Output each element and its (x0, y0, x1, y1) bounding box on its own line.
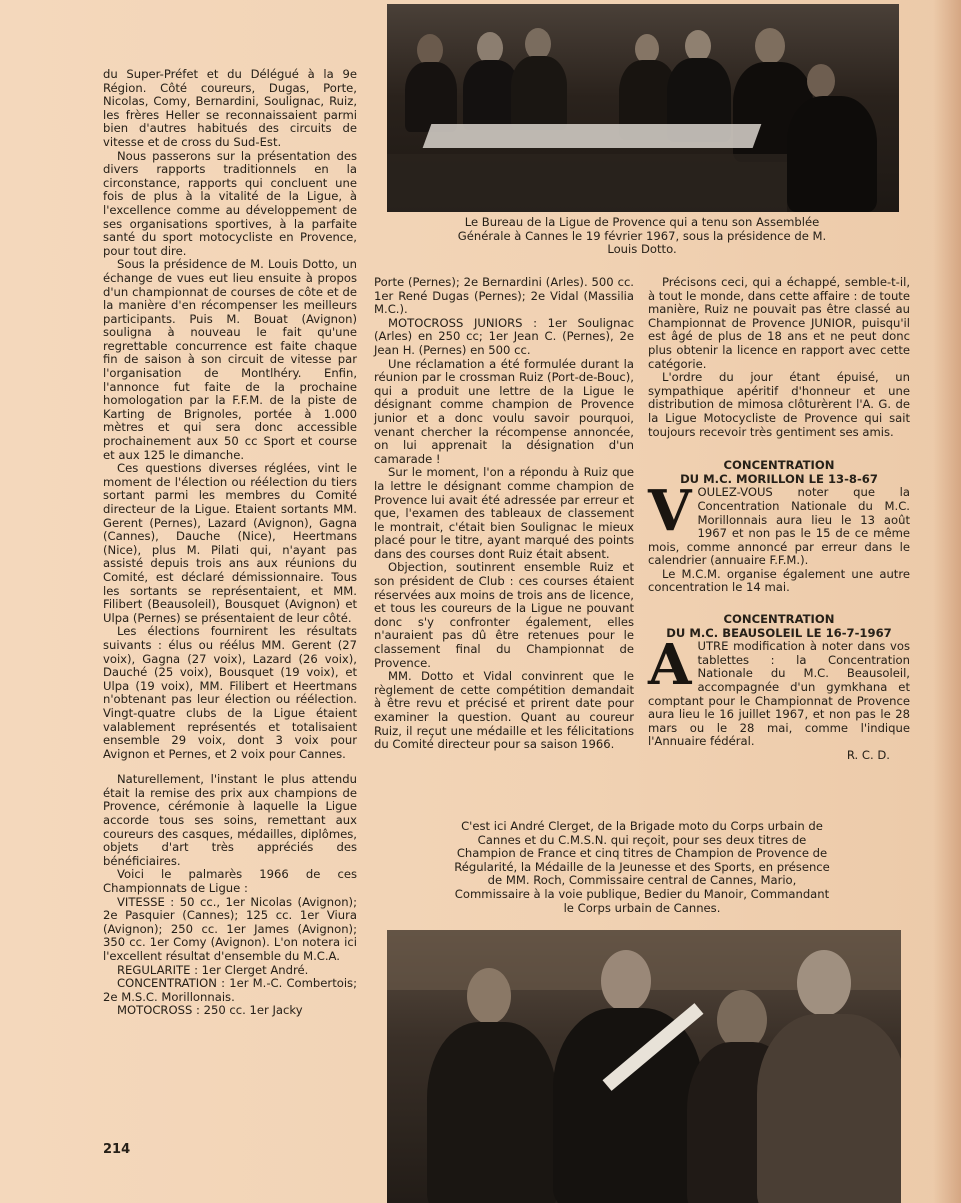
heading-line: CONCENTRATION (723, 458, 835, 473)
paragraph: Le M.C.M. organise également une autre concentration le 14 mai. (648, 566, 910, 595)
section-heading-morillon (648, 459, 910, 486)
paragraph: du Super-Préfet et du Délégué à la 9e Région. Côté coureurs, Dugas, Porte, Nicolas, Comy, Bernardini, Soulignac, Ruiz, les frères Heller se reconnaissaient parmi bien d'autres habitués des circuits de vitesse et de cross du Sud-Est. (103, 67, 357, 149)
paragraph: Les élections fournirent les résultats suivants : élus ou réélus MM. Gerent (27 voix), Gagna (27 voix), Lazard (26 voix), Dauché (25 voix), Bousquet (19 voix), et Ulpa (19 voix), MM. Filibert et Heertmans n'obtenant pas leur élection ou réélection. Vingt-quatre clubs de la Ligue étaient valablement représentés et totalisaient ensemble 29 voix, dont 3 voix pour Avignon et Pernes, et 2 voix pour Cannes. (103, 624, 357, 761)
heading-line: DU M.C. MORILLON LE 13-8-67 (680, 471, 878, 486)
paragraph: MOTOCROSS : 250 cc. 1er Jacky (117, 1003, 303, 1018)
paragraph: Précisons ceci, qui a échappé, semble-t-il, à tout le monde, dans cette affaire : de toute manière, Ruiz ne pouvait pas être classé au Championnat de Provence JUNIOR, puisqu'il est âgé de plus de 18 ans et ne peut donc plus obtenir la licence en rapport avec cette catégorie. (648, 275, 910, 371)
drop-cap: V (648, 478, 692, 545)
paragraph-text: OULEZ-VOUS noter que la Concentration Nationale du M.C. Morillonnais aura lieu le 13 août 1967 et non pas le 15 de ce même mois, comme annoncé par erreur dans le calendrier (annuaire F.F.M.). (648, 485, 910, 568)
paragraph: CONCENTRATION : 1er M.-C. Combertois; 2e M.S.C. Morillonnais. (103, 976, 357, 1004)
paragraph: MM. Dotto et Vidal convinrent que le règlement de cette compétition demandait à être revu et précisé et prirent date pour examiner la question. Quant au coureur Ruiz, il reçut une médaille et les félicitations du Comité directeur pour sa saison 1966. (374, 669, 634, 752)
page-edge-shadow (933, 0, 961, 1203)
heading-line: DU M.C. BEAUSOLEIL LE 16-7-1967 (666, 625, 892, 640)
paragraph: Sous la présidence de M. Louis Dotto, un échange de vues eut lieu ensuite à propos d'un championnat de courses de côte et de la manière d'en récompenser les meilleurs participants. Puis M. Bouat (Avignon) souligna à nouveau le fait qu'une regrettable concurrence est faite chaque fin de saison à son circuit de vitesse par l'organisation de Montlhéry. Enfin, l'annonce fut faite de la prochaine homologation par la F.F.M. de la piste de Karting de Brignoles, portée à 1.000 mètres et qui sera donc accessible prochainement aux 50 cc Sport et course et aux 125 le dimanche. (103, 257, 357, 462)
article-column-1 (103, 68, 357, 1018)
author-signature: R. C. D. (846, 748, 890, 762)
paragraph: Porte (Pernes); 2e Bernardini (Arles). 500 cc. 1er René Dugas (Pernes); 2e Vidal (Massilia M.C.). (374, 275, 634, 317)
paragraph: Une réclamation a été formulée durant la réunion par le crossman Ruiz (Port-de-Bouc), qui a produit une lettre de la Ligue le désignant comme champion de Provence junior et a donc voulu savoir pourquoi, venant chercher la récompense annoncée, on lui apprenait la désignation d'un camarade ! (374, 356, 634, 466)
paragraph: Naturellement, l'instant le plus attendu était la remise des prix aux champions de Provence, cérémonie à laquelle la Ligue accorde tous ses soins, remettant aux coureurs des casques, médailles, diplômes, objets d'art très appréciés des bénéficiaires. (103, 772, 357, 868)
page-number: 214 (103, 1142, 131, 1157)
photo-caption-top: Le Bureau de la Ligue de Provence qui a tenu son Assemblée Générale à Cannes le 19 février 1967, sous la présidence de M. Louis Dotto. (457, 215, 827, 257)
photo-caption-bottom: C'est ici André Clerget, de la Brigade moto du Corps urbain de Cannes et du C.M.S.N. qui reçoit, pour ses deux titres de Champion de France et cinq titres de Champion de Provence de Régularité, la Médaille de la Jeunesse et des Sports, en présence de MM. Roch, Commissaire central de Cannes, Mario, Commissaire à la voie publique, Bedier du Manoir, Commandant le Corps urbain de Cannes. (454, 819, 830, 915)
paragraph: Ces questions diverses réglées, vint le moment de l'élection ou réélection du tiers sortant parmi les membres du Comité directeur de la Ligue. Etaient sortants MM. Gerent (Pernes), Lazard (Avignon), Gagna (Cannes), Dauche (Nice), Heertmans (Nice), plus M. Pilati qui, n'ayant pas assisté depuis trois ans aux réunions du Comité, est déclaré démissionnaire. Tous les sortants se représentaient, et MM. Filibert (Beausoleil), Bousquet (Avignon) et Ulpa (Pernes) se présentaient de leur côté. (103, 461, 357, 625)
paragraph: MOTOCROSS JUNIORS : 1er Soulignac (Arles) en 250 cc; 1er Jean C. (Pernes), 2e Jean H. (Pernes) en 500 cc. (374, 315, 634, 357)
paragraph: Objection, soutinrent ensemble Ruiz et son président de Club : ces courses étaient réservées aux moins de trois ans de licence, et tous les coureurs de la Ligue ne pouvant donc s'y confronter également, elles n'auraient pas dû être retenues pour le classement final du Championnat de Provence. (374, 560, 634, 670)
article-column-3 (648, 276, 910, 763)
meeting-photo (387, 4, 899, 212)
paragraph: VITESSE : 50 cc., 1er Nicolas (Avignon); 2e Pasquier (Cannes); 125 cc. 1er Viura (Avignon); 250 cc. 1er James (Avignon); 350 cc. 1er Comy (Avignon). L'on notera ici l'excellent résultat d'ensemble du M.C.A. (103, 894, 357, 963)
paragraph: Nous passerons sur la présentation des divers rapports traditionnels en la circonstance, rapports qui concluent une fois de plus à la vitalité de la Ligue, à l'excellence comme au développement de ses organisations sportives, à la parfaite santé du sport motocycliste en Provence, pour tout dire. (103, 148, 357, 258)
paragraph-text: UTRE modification à noter dans vos tablettes : la Concentration Nationale du M.C. Beausoleil, accompagnée d'un gymkhana et comptant pour le Championnat de Provence aura lieu le 16 juillet 1967, et non pas le 28 mars ou le 28 mai, comme l'indique l'Annuaire fédéral. (648, 639, 910, 749)
heading-line: CONCENTRATION (723, 612, 835, 627)
drop-cap: A (648, 632, 692, 699)
paragraph: Sur le moment, l'on a répondu à Ruiz que la lettre le désignant comme champion de Provence lui avait été adressée par erreur et que, l'examen des tableaux de classement le montrait, c'était bien Soulignac le mieux placé pour le titre, ayant marqué des points dans des courses dont Ruiz était absent. (374, 465, 634, 561)
article-column-2 (374, 276, 634, 752)
paragraph: REGULARITE : 1er Clerget André. (117, 962, 309, 977)
section-heading-beausoleil (648, 613, 910, 640)
paragraph: Voici le palmarès 1966 de ces Championnats de Ligue : (103, 867, 357, 896)
ceremony-photo (387, 930, 901, 1203)
paragraph: L'ordre du jour étant épuisé, un sympathique apéritif d'honneur et une distribution de mimosa clôturèrent l'A. G. de la Ligue Motocycliste de Provence qui sait toujours recevoir très gentiment ses amis. (648, 370, 910, 439)
